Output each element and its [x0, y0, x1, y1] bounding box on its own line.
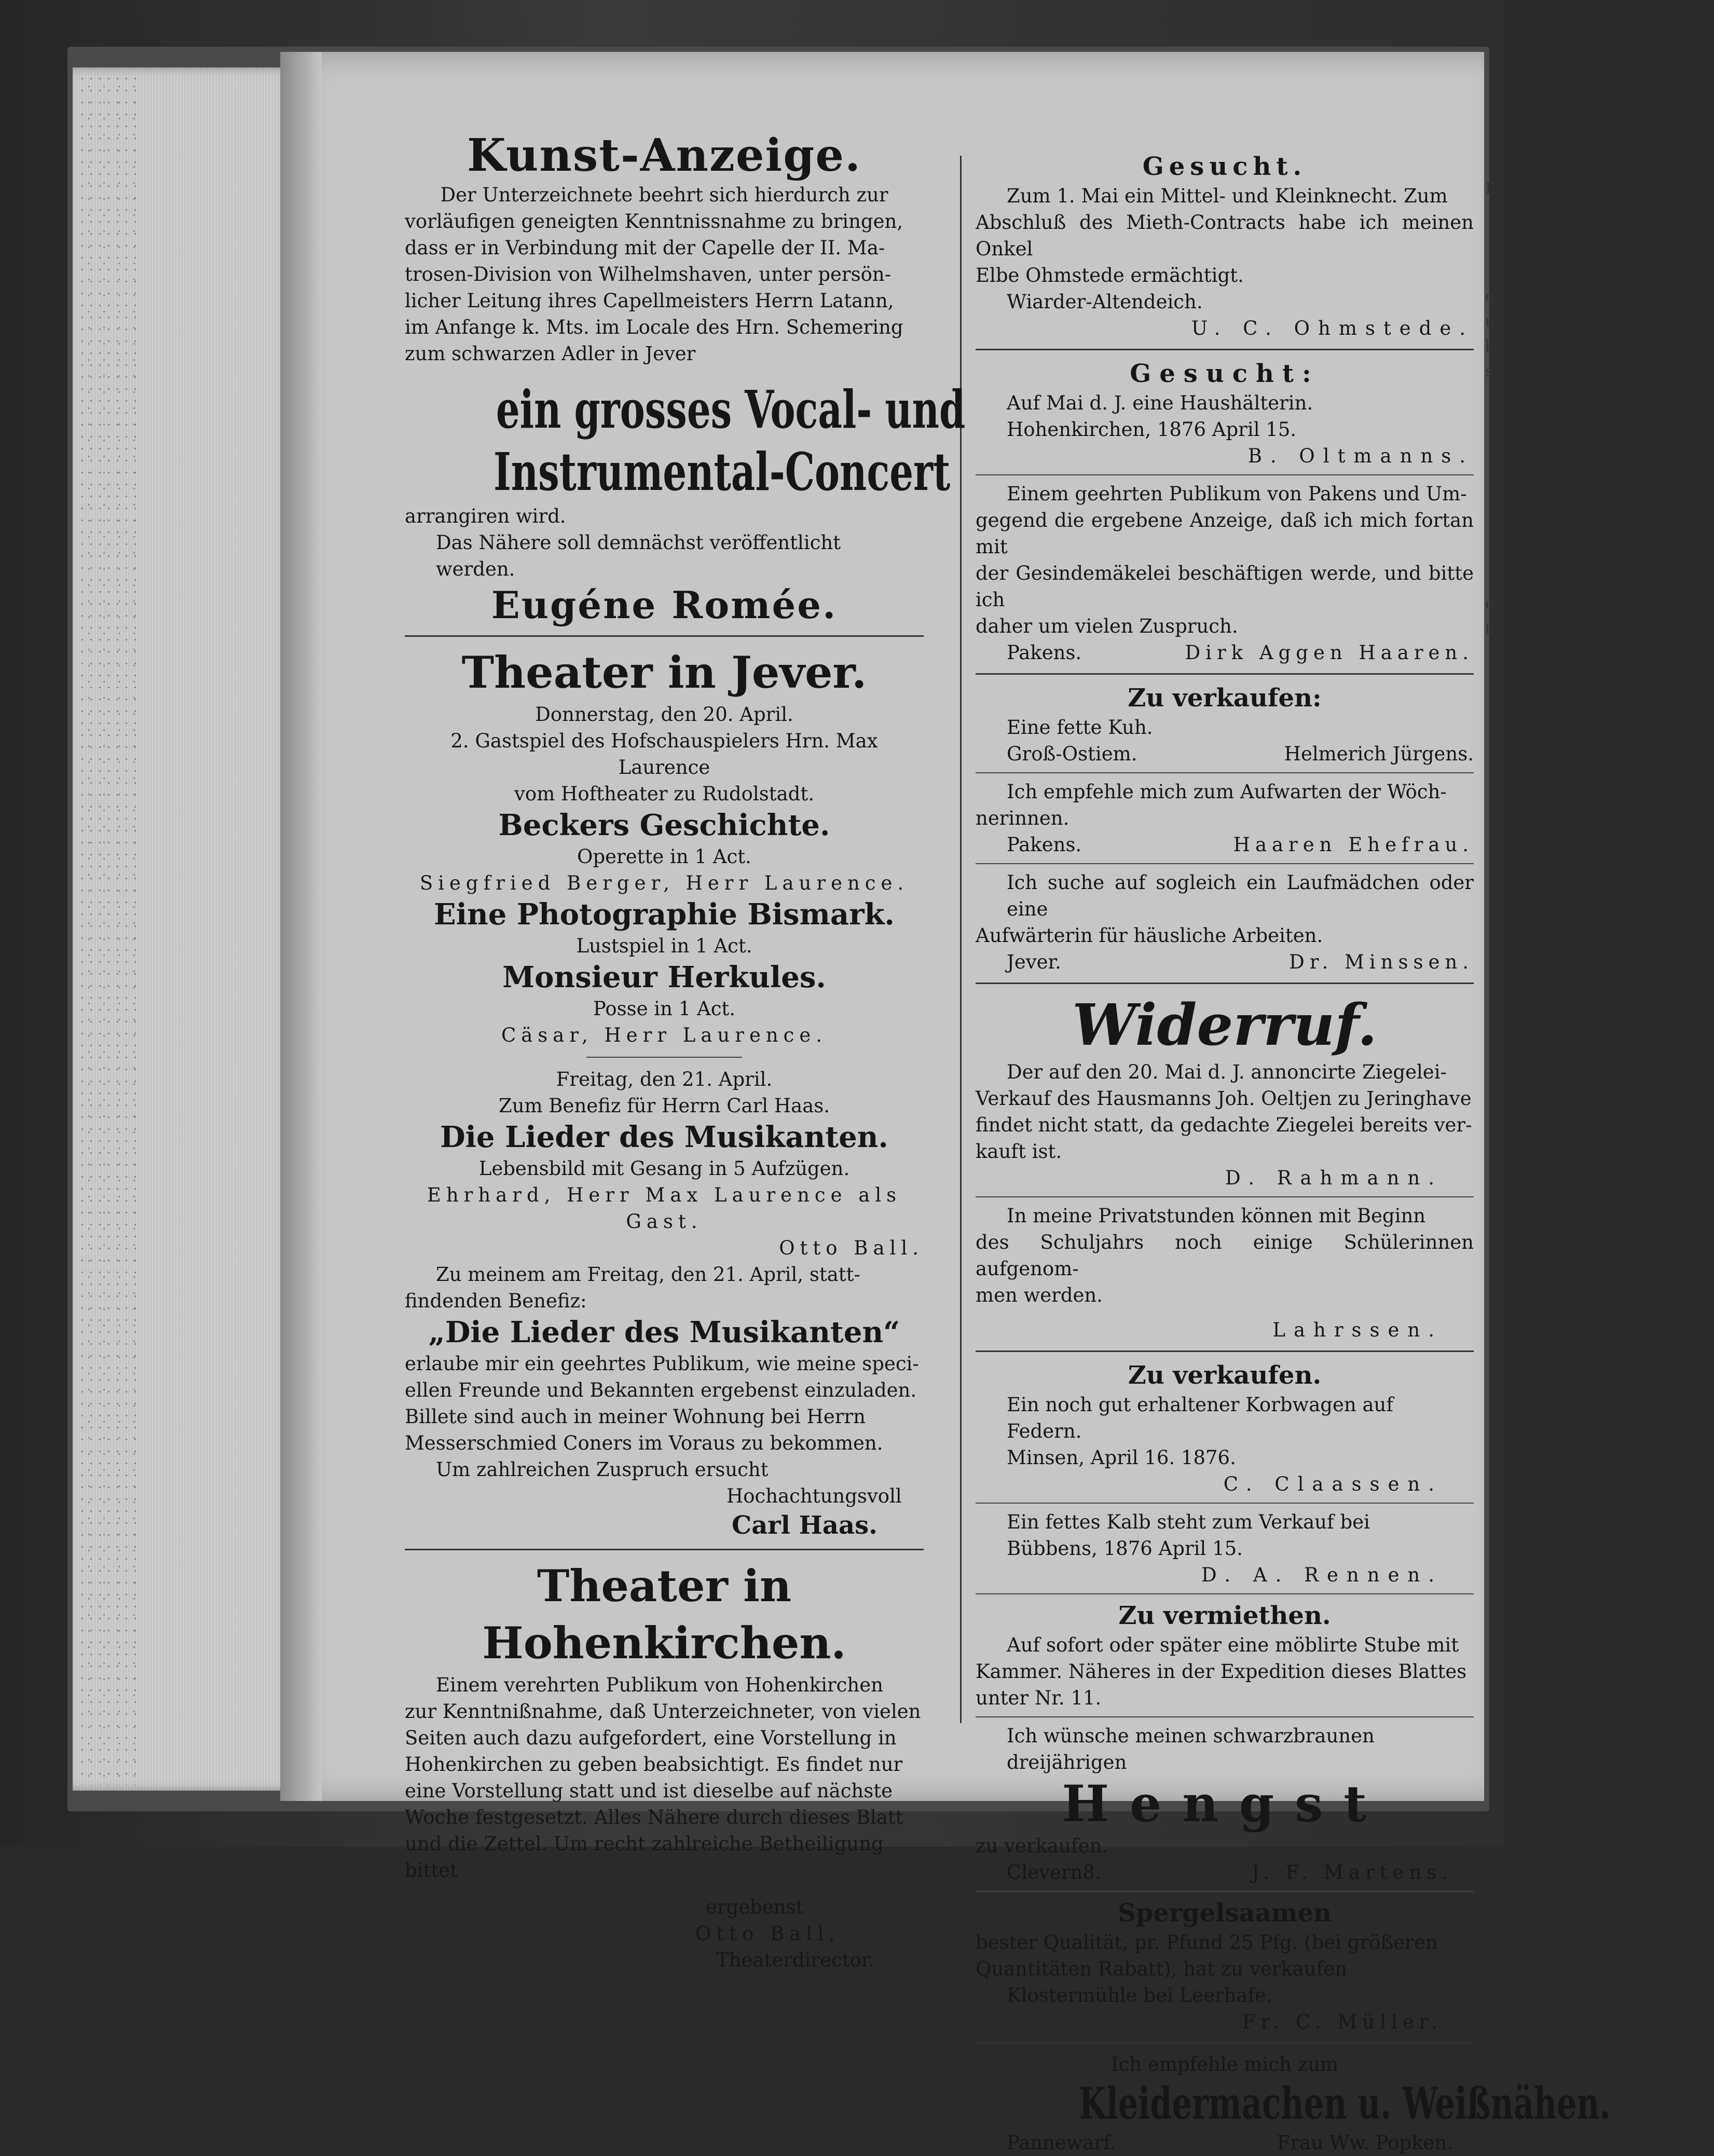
text-line: [976, 1859, 1474, 1886]
edge-letter: e: [1485, 288, 1494, 306]
signature: Carl Haas.: [732, 1511, 877, 1540]
ad-kunst-anzeige: [405, 129, 966, 628]
signature: Haaren Ehefrau.: [1233, 834, 1474, 856]
speckled-edge: [78, 73, 140, 1785]
concert-headline-wrap: [405, 378, 966, 441]
ad-haaren: [976, 481, 1474, 666]
kleid-title-wrap: [976, 2078, 1611, 2130]
signature: J. F. Martens.: [1252, 1861, 1453, 1884]
play-title: Eine Photographie Bismark.: [434, 897, 895, 932]
place: Pannewarf.: [1007, 2132, 1116, 2154]
signature: D. Rahmann.: [1225, 1167, 1443, 1189]
text-line: Minsen, April 16. 1876.: [1007, 1447, 1236, 1469]
play-title: Die Lieder des Musikanten.: [440, 1120, 888, 1154]
place: Clevern8.: [1007, 1861, 1101, 1884]
signature: Helmerich Jürgens.: [1284, 743, 1474, 765]
text-line: daher um vielen Zuspruch.: [976, 615, 1238, 637]
text-line: In meine Privatstunden können mit Beginn: [1007, 1205, 1426, 1227]
text-line: Billete sind auch in meiner Wohnung bei Herrn: [405, 1406, 866, 1428]
divider: [976, 1891, 1474, 1892]
ad-title: Theater in Jever.: [461, 647, 867, 698]
divider: [976, 349, 1474, 350]
text-line: Abschluß des Mieth-Contracts habe ich meinen Onkel: [976, 211, 1474, 260]
concert-headline-1: ein grosses Vocal- und: [496, 379, 966, 440]
ad-title: Theater in Hohenkirchen.: [482, 1560, 846, 1669]
text-line: unter Nr. 11.: [976, 1687, 1102, 1709]
place: Groß-Ostiem.: [1007, 743, 1137, 765]
ad-title: Gesucht:: [1130, 359, 1320, 388]
divider: [976, 1716, 1474, 1717]
text-line: Kammer. Näheres in der Expedition dieses Blattes: [976, 1660, 1467, 1683]
text-line: Auf Mai d. J. eine Haushälterin.: [1007, 392, 1313, 414]
ad-title: Kleidermachen u. Weißnähen.: [1079, 2078, 1611, 2129]
text-line: und die Zettel. Um recht zahlreiche Betheiligung: [405, 1833, 884, 1855]
text-line: vom Hoftheater zu Rudolstadt.: [514, 783, 814, 805]
text-line: arrangiren wird.: [405, 505, 566, 527]
text-line: Seiten auch dazu aufgefordert, eine Vorstellung in: [405, 1727, 897, 1749]
ad-kleidermachen: [976, 2051, 1611, 2156]
text-line: [976, 2130, 1474, 2156]
text-line: Donnerstag, den 20. April.: [535, 703, 793, 726]
text-line: Theaterdirector.: [716, 1949, 875, 1971]
text-line: zur Kenntnißnahme, daß Unterzeichneter, von vielen: [405, 1700, 921, 1723]
text-line: zum schwarzen Adler in Jever: [405, 343, 696, 365]
text-line: findenden Benefiz:: [405, 1290, 587, 1312]
text-line: vorläufigen geneigten Kenntnissnahme zu bringen,: [405, 210, 903, 233]
concert-headline-wrap-2: [405, 441, 951, 503]
text-line: Woche festgesetzt. Alles Nähere durch dieses Blatt: [405, 1806, 903, 1828]
ad-body: [405, 182, 924, 367]
text-line: Auf sofort oder später eine möblirte Stube mit: [1007, 1634, 1459, 1656]
text-line: 2. Gastspiel des Hofschauspielers Hrn. Max Laurence: [450, 730, 878, 779]
text-line: Ich empfehle mich zum: [1110, 2053, 1339, 2076]
edge-letter: u: [1485, 312, 1496, 331]
ad-body: [405, 1672, 924, 1884]
ad-title: Spergelsaamen: [1118, 1899, 1332, 1928]
text-line: Cäsar, Herr Laurence.: [501, 1024, 828, 1046]
text-line: Hohenkirchen, 1876 April 15.: [1007, 418, 1297, 441]
divider: [976, 1350, 1474, 1352]
text-line: Elbe Ohmstede ermächtigt.: [976, 264, 1244, 286]
edge-letter: F: [1485, 180, 1496, 198]
text-line: findet nicht statt, da gedachte Ziegelei bereits ver-: [976, 1114, 1472, 1136]
text-line: Einem verehrten Publikum von Hohenkirchen: [436, 1674, 883, 1696]
signature: Dirk Aggen Haaren.: [1185, 642, 1474, 664]
text-line: bittet: [405, 1859, 458, 1881]
left-column: [405, 129, 966, 1973]
ad-title: Zu verkaufen:: [1128, 684, 1322, 713]
divider: [405, 1549, 924, 1550]
ad-title: Kunst-Anzeige.: [467, 129, 861, 182]
text-line: des Schuljahrs noch einige Schülerinnen aufgenom-: [976, 1231, 1474, 1280]
signature: Fr. C. Müller.: [1242, 2011, 1443, 2033]
divider: [976, 863, 1474, 864]
text-line: Lebensbild mit Gesang in 5 Aufzügen.: [478, 1157, 850, 1180]
text-line: [976, 949, 1474, 975]
text-line: zu verkaufen.: [976, 1835, 1108, 1857]
place: Pakens.: [1007, 642, 1082, 664]
text-line: nerinnen.: [976, 807, 1069, 829]
concert-headline-2: Instrumental-Concert: [493, 441, 951, 502]
text-line: Das Nähere soll demnächst veröffentlicht werden.: [436, 531, 841, 580]
ad-title: Gesucht.: [1142, 152, 1307, 181]
edge-letter: l: [1485, 337, 1490, 356]
divider: [976, 1593, 1474, 1594]
ad-kalb: [976, 1509, 1474, 1588]
divider: [976, 673, 1474, 675]
signature: Lahrssen.: [1272, 1319, 1443, 1341]
place: Jever.: [1007, 951, 1061, 973]
play-title: Monsieur Herkules.: [502, 960, 826, 994]
text-line: Ich empfehle mich zum Aufwarten der Wöch-: [1007, 781, 1447, 803]
text-line: Zu meinem am Freitag, den 21. April, statt-: [436, 1263, 861, 1286]
place: Pakens.: [1007, 834, 1082, 856]
text-line: kauft ist.: [976, 1140, 1062, 1163]
right-column: [976, 151, 1611, 2156]
text-line: eine Vorstellung statt und ist dieselbe auf nächste: [405, 1780, 893, 1802]
ad-gesucht-1: [976, 151, 1474, 342]
ad-laufmaedchen: [976, 869, 1474, 975]
text-line: [976, 639, 1474, 666]
text-line: Hochachtungsvoll: [726, 1485, 902, 1507]
ad-widerruf: [976, 991, 1474, 1191]
text-line: Zum 1. Mai ein Mittel- und Kleinknecht. Zum: [1007, 185, 1448, 207]
page-gutter: [280, 52, 322, 1801]
ad-theater-hohenkirchen: [405, 1558, 924, 1973]
text-line: Ein noch gut erhaltener Korbwagen auf Federn.: [1007, 1394, 1394, 1442]
text-line: Aufwärterin für häusliche Arbeiten.: [976, 924, 1323, 947]
text-line: Messerschmied Coners im Voraus zu bekommen.: [405, 1432, 883, 1454]
text-line: Ich suche auf sogleich ein Laufmädchen oder eine: [1007, 871, 1474, 920]
signature: C. Claassen.: [1223, 1473, 1443, 1495]
edge-letter: s: [1485, 362, 1493, 380]
ad-spergelsaamen: [976, 1897, 1474, 2035]
text-line: Der Unterzeichnete beehrt sich hierdurch zur: [440, 184, 888, 206]
ad-title: Zu verkaufen.: [1128, 1361, 1322, 1390]
text-line: Quantitäten Rabatt), hat zu verkaufen: [976, 1958, 1348, 1980]
ad-kuh: [976, 682, 1474, 767]
text-line: trosen-Division von Wilhelmshaven, unter persön-: [405, 263, 892, 285]
text-line: Freitag, den 21. April.: [556, 1068, 773, 1090]
text-line: erlaube mir ein geehrtes Publikum, wie meine speci-: [405, 1353, 919, 1375]
text-line: Ich wünsche meinen schwarzbraunen dreijährigen: [1007, 1725, 1375, 1773]
text-line: Siegfried Berger, Herr Laurence.: [419, 872, 909, 894]
text-line: Hohenkirchen zu geben beabsichtigt. Es findet nur: [405, 1753, 903, 1776]
divider: [976, 1196, 1474, 1197]
divider: [976, 983, 1474, 984]
signature: Frau Ww. Popken.: [1277, 2132, 1453, 2154]
ad-hengst: [976, 1723, 1474, 1886]
ad-privatstunden: [976, 1203, 1474, 1343]
text-line: Der auf den 20. Mai d. J. annoncirte Ziegelei-: [1007, 1061, 1447, 1083]
text-line: Bübbens, 1876 April 15.: [1007, 1537, 1243, 1560]
text-line: Posse in 1 Act.: [593, 998, 736, 1020]
text-line: ellen Freunde und Bekannten ergebenst einzuladen.: [405, 1379, 917, 1401]
text-line: [976, 831, 1474, 858]
text-line: Wiarder-Altendeich.: [1007, 291, 1203, 313]
text-line: Lustspiel in 1 Act.: [576, 935, 752, 957]
text-line: Operette in 1 Act.: [577, 845, 751, 868]
text-line: Ein fettes Kalb steht zum Verkauf bei: [1007, 1511, 1370, 1533]
ad-theater-jever: [405, 644, 924, 1541]
divider: [976, 474, 1474, 475]
edge-letter: o: [1485, 595, 1495, 613]
ad-gesucht-2: [976, 358, 1474, 469]
divider: [405, 635, 924, 637]
text-line: der Gesindemäkelei beschäftigen werde, und bitte ich: [976, 562, 1474, 611]
signature: D. A. Rennen.: [1201, 1564, 1443, 1586]
text-line: men werden.: [976, 1284, 1103, 1306]
divider: [976, 2042, 1474, 2044]
text-line: Um zahlreichen Zuspruch ersucht: [436, 1458, 769, 1481]
text-line: dass er in Verbindung mit der Capelle der II. Ma-: [405, 237, 885, 259]
text-line: Einem geehrten Publikum von Pakens und Um-: [1007, 483, 1467, 505]
signature: Dr. Minssen.: [1289, 951, 1474, 973]
text-line: ergebenst: [706, 1896, 804, 1918]
text-line: bester Qualität, pr. Pfund 25 Pfg. (bei größeren: [976, 1931, 1438, 1954]
text-line: Verkauf des Hausmanns Joh. Oeltjen zu Jeringhave: [976, 1087, 1472, 1110]
ad-title: Zu vermiethen.: [1118, 1601, 1331, 1630]
divider: [976, 1503, 1474, 1504]
short-divider: [586, 1057, 742, 1058]
signature: Otto Ball.: [779, 1237, 924, 1259]
divider: [976, 772, 1474, 773]
text-line: [976, 741, 1474, 767]
ad-title: Widerruf.: [1072, 991, 1377, 1058]
text-line: im Anfange k. Mts. im Locale des Hrn. Schemering: [405, 316, 903, 338]
text-line: Ehrhard, Herr Max Laurence als Gast.: [427, 1184, 902, 1233]
ad-korbwagen: [976, 1359, 1474, 1497]
ad-title: Hengst: [1062, 1775, 1388, 1833]
text-line: gegend die ergebene Anzeige, daß ich mich fortan mit: [976, 509, 1474, 558]
text-line: licher Leitung ihres Capellmeisters Herrn Latann,: [405, 290, 894, 312]
quote-title: „Die Lieder des Musikanten“: [428, 1315, 900, 1349]
ad-woechnerinnen: [976, 779, 1474, 858]
signature: Otto Ball,: [695, 1922, 840, 1945]
text-line: Zum Benefiz für Herrn Carl Haas.: [498, 1095, 830, 1117]
text-line: Klostermühle bei Leerhafe.: [1007, 1984, 1272, 2007]
signature: U. C. Ohmstede.: [1191, 317, 1474, 339]
edge-letter: t: [1485, 620, 1492, 638]
facing-page-edge: [1485, 176, 1504, 642]
ad-vermiethen: [976, 1600, 1474, 1711]
play-title: Beckers Geschichte.: [498, 808, 830, 842]
text-line: Eine fette Kuh.: [1007, 716, 1153, 739]
ad-signature: Eugéne Romée.: [491, 583, 838, 627]
signature: B. Oltmanns.: [1247, 445, 1474, 467]
